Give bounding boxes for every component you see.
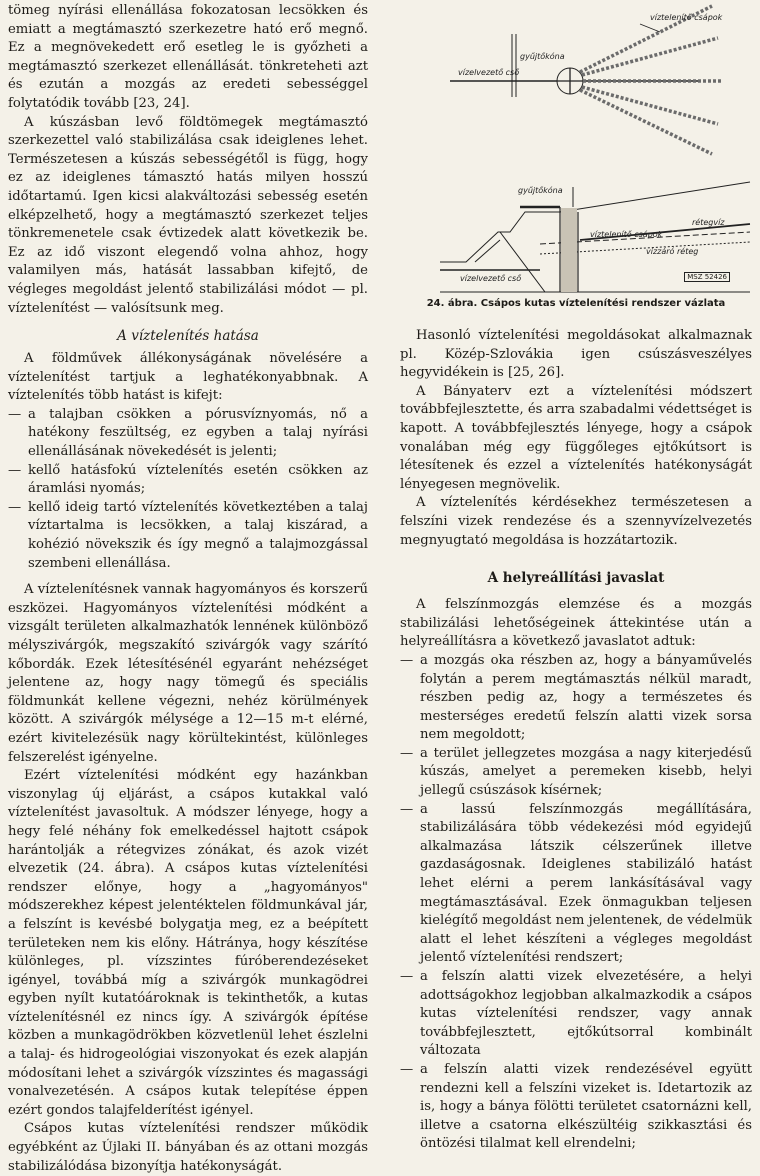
right-column (400, 2, 752, 1154)
figure-24 (400, 2, 752, 298)
paragraph: tömeg nyírási ellenállása fokozatosan lecsökken és emiatt a megtámasztó szerkezetre ható erő megnő. Ez a megnövekedett erő esetleg le is győzheti a megtámasztó szerkezet ellenállását. tönkreteheti azt és ezután a mozgás az eredeti sebességgel folytatódik tovább [23, 24]. (8, 3, 368, 111)
bullet-item: — a mozgás oka részben az, hogy a bányaművelés folytán a perem megtámasztás nélkül maradt, részben pedig az, hogy a természetes és mesterséges eredetű felszín alatti vizek sorsa nem megoldott; (400, 652, 752, 745)
paragraph: Csápos kutas víztelenítési rendszer működik egyébként az Újlaki II. bányában és az ottani mozgás stabilizálódása bizonyítja hatékonyságát. (8, 1121, 368, 1174)
paragraph: A víztelenítésnek vannak hagyományos és korszerű eszközei. Hagyományos víztelenítési módként a vizsgált területen alkalmazhatók lennének különböző mélyszivárgók, megszakító szivárgók vagy szárító kőbordák. Ezek létesítésénél egyaránt nehézséget jelentene az, hogy nagy tömegű és speciális földmunkát kellene végezni, nehéz körülmények között. A szivárgók mélysége a 12—15 m-t elérné, ezért kivitelezésük nagy körültekintést, különleges felszerelést igényelne. (8, 582, 368, 765)
bullet-item: — a terület jellegzetes mozgása a nagy kiterjedésű kúszás, amelyet a peremeken kisebb, helyi jellegű csúszások kísérnek; (400, 745, 752, 801)
paragraph: A felszínmozgás elemzése és a mozgás stabilizálási lehetőségeinek áttekintése után a helyreállításra a következő javaslatot adtuk: (400, 597, 752, 650)
paragraph: Hasonló víztelenítési megoldásokat alkalmaznak pl. Közép-Szlovákia igen csúszásveszélyes hegyvidékein is [25, 26]. (400, 328, 752, 381)
section-heading: A víztelenítés hatása (117, 328, 259, 345)
figure-caption: 24. ábra. Csápos kutas víztelenítési rendszer vázlata (426, 298, 726, 309)
label-csapok-top: víztelenítő csápok (650, 13, 723, 22)
label-gyujtokona-bottom: gyűjtőkóna (518, 186, 563, 195)
label-vizzaro: vízzáró réteg (646, 247, 699, 256)
label-retegviz: rétegvíz (692, 218, 725, 227)
label-csapok-bottom: víztelenítő csápok (590, 230, 663, 239)
paragraph: Ezért víztelenítési módként egy hazánkban viszonylag új eljárást, a csápos kutakkal való víztelenítést javasoltuk. A módszer lényege, hogy a hegy felé néhány fok emelkedéssel hajtott csápok harántolják a rétegvizes zónákat, és azok vizét elvezetik (24. ábra). A csápos kutas víztelenítési rendszer előnye, hogy a „hagyományos" módszerekhez képest jelentéktelen földmunkával jár, a felszínt is kevésbé bolygatja meg, ez a beépített területeken nem kis előny. Hátránya, hogy készítése különleges, pl. vízszintes fúróberendezéseket igényel, továbbá míg a szivárgók munkagödrei egyben nyílt kutatóároknak is tekinthetők, a kutas víztelenítésnél ez nincs így. A szivárgók építése közben a munkagödrökben közvetlenül lehet észlelni a talaj- és hidrogeológiai viszonyokat és ezek alapján módosítani lehet a szivárgók vízszintes és magassági vonalvezetésén. A csápos kutak telepítése éppen ezért gondos talajfelderítést igényel. (8, 768, 368, 1118)
label-gyujtokona-top: gyűjtőkóna (520, 52, 565, 61)
drainage-diagram (400, 2, 752, 298)
bullet-item: — a lassú felszínmozgás megállítására, stabilizálására több védekezési mód egyidejű alkalmazása látszik célszerűnek illetve gazdaságosnak. Ideiglenes stabilizáló hatást lehet elérni a perem lankásításával vagy megtámasztásával. Ezek önmagukban teljesen kielégítő megoldást nem jelentenek, de védelmük alatt el lehet készíteni a végleges megoldást jelentő víztelenítési rendszert; (400, 801, 752, 968)
left-column (8, 2, 368, 1176)
bullet-item: — a felszín alatti vizek rendezésével együtt rendezni kell a felszíni vizeket is. Idetartozik az is, hogy a bánya fölötti területet csatornázni kell, illetve a csatorna elkészültéig szikkasztási és öntözési tilalmat kell elrendelni; (400, 1061, 752, 1154)
bullet-item: — kellő ideig tartó víztelenítés következtében a talaj víztartalma is lecsökken, a talaj kiszárad, a kohézió növekszik és így megnő a talajmozgással szembeni ellenállása. (8, 499, 368, 573)
bullet-item: — a talajban csökken a pórusvíznyomás, nő a hatékony feszültség, ez egyben a talaj nyírási ellenállásának növekedését is jelenti; (8, 406, 368, 462)
figure-stamp: MSZ 52426 (684, 272, 730, 282)
bullet-item: — kellő hatásfokú víztelenítés esetén csökken az áramlási nyomás; (8, 462, 368, 499)
paragraph: A kúszásban levő földtömegek megtámasztó szerkezettel való stabilizálása csak ideiglenes lehet. Természetesen a kúszás sebességétől is függ, hogy ez az ideiglenes támasztó hatás milyen hosszú időtartamú. Igen kicsi alakváltozási sebesség esetén elképzelhető, hogy a megtámasztó szerkezet teljes tönkremenetele csak évtizedek alatt következik be. Ez az idő viszont elegendő volna ahhoz, hogy valamilyen más, hatását lassabban kifejtő, de végleges megoldást jelentő stabilizálási módot — pl. víztelenítést — valósítsunk meg. (8, 114, 368, 316)
label-elvezeto-top: vízelvezető cső (458, 68, 520, 77)
label-elvezeto-bottom: vízelvezető cső (460, 274, 522, 283)
bullet-item: — a felszín alatti vizek elvezetésére, a helyi adottságokhoz legjobban alkalmazkodik a csápos kutas víztelenítési rendszer, vagy annak továbbfejlesztett, ejtőkútsorral kombinált változata (400, 968, 752, 1061)
paragraph: A földművek állékonyságának növelésére a víztelenítést tartjuk a leghatékonyabbnak. A víztelenítés több hatást is kifejt: (8, 351, 368, 404)
paragraph: A víztelenítés kérdésekhez természetesen a felszíni vizek rendezése és a szennyvízelvezetés megnyugtató megoldása is hozzátartozik. (400, 495, 752, 548)
section-heading: A helyreállítási javaslat (487, 570, 665, 587)
paragraph: A Bányaterv ezt a víztelenítési módszert továbbfejlesztette, és arra szabadalmi védettséget is kapott. A továbbfejlesztés lényege, hogy a csápok vonalában még egy függőleges ejtőkútsort is létesítenek és ezzel a víztelenítés hatékonyságát lényegesen megnövelik. (400, 383, 752, 492)
